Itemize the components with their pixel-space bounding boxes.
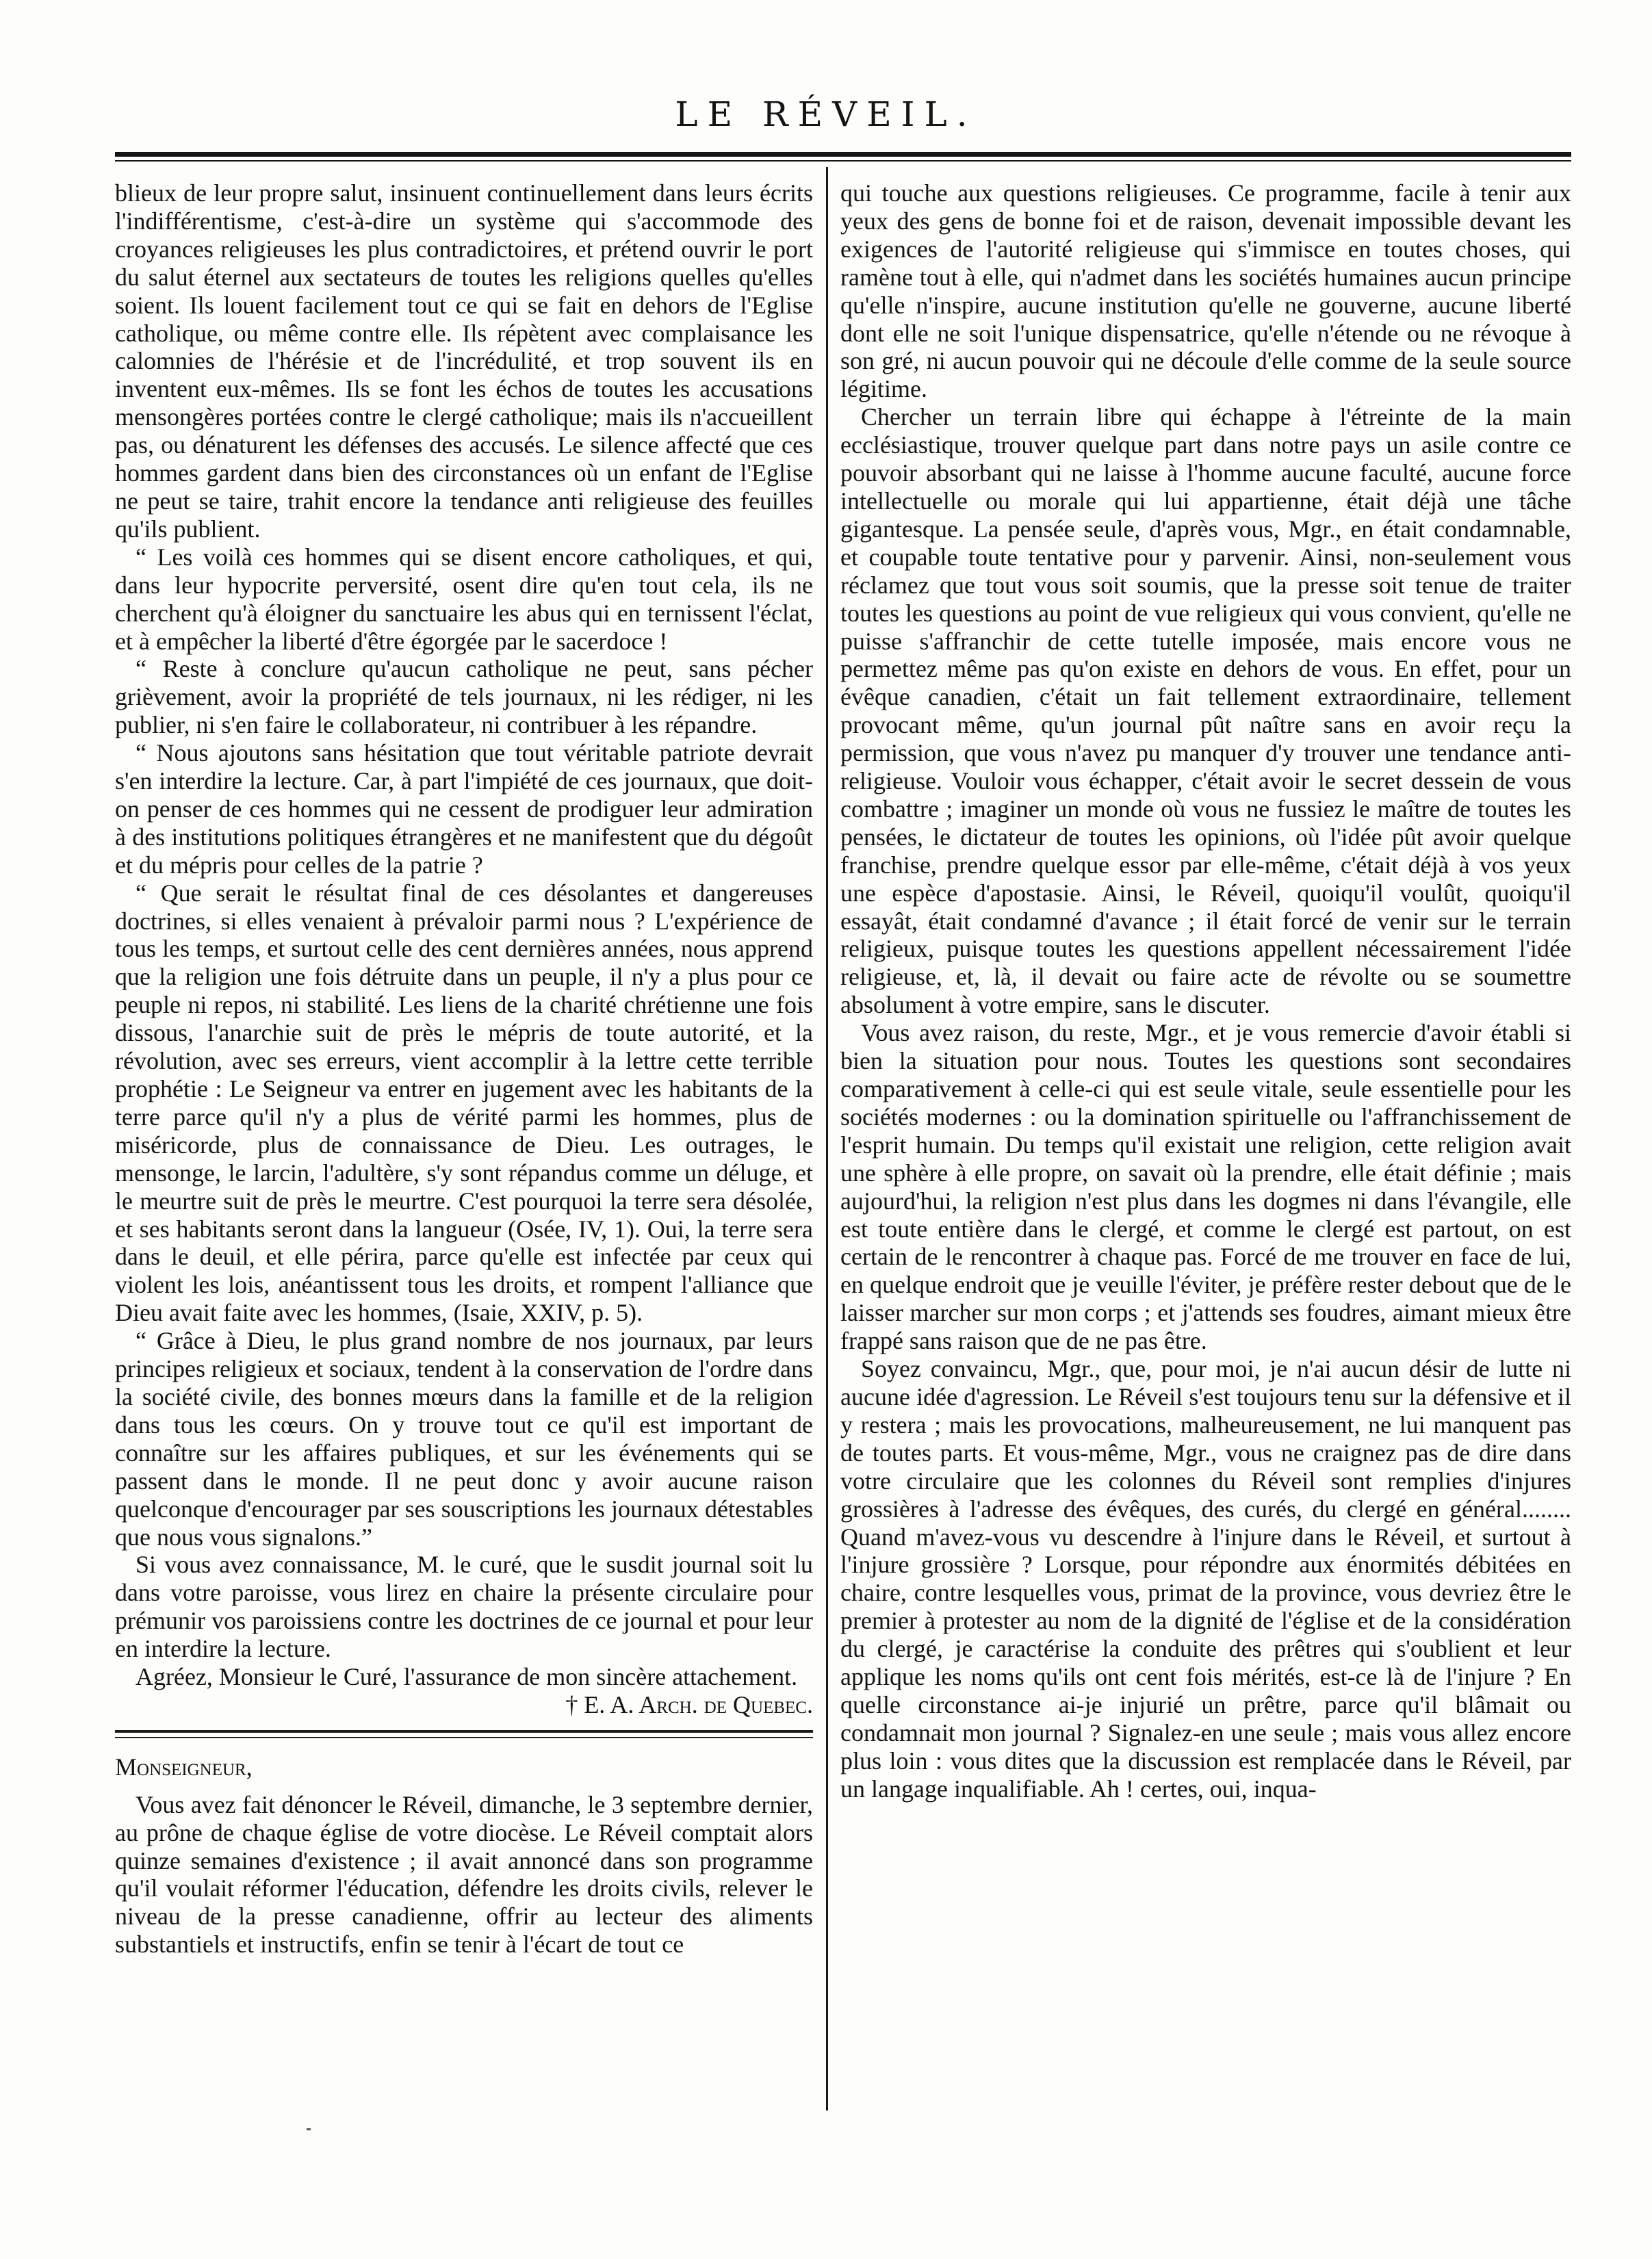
letter-greeting: Monseigneur, bbox=[115, 1753, 253, 1781]
section-rule-thin bbox=[115, 1737, 813, 1738]
left-paragraph-3: “ Reste à conclure qu'aucun catholique ne peut, sans pécher grièvement, avoir la propriété de tels journaux, ni les rédiger, ni les publier, ni s'en faire le collaborateur, ni contribuer à les répandre. bbox=[115, 655, 813, 739]
left-paragraph-1: blieux de leur propre salut, insinuent continuellement dans leurs écrits l'indifférentisme, c'est-à-dire un système qui s'accommode des croyances religieuses les plus contradictoires, et prétend ouvrir le port du salut éternel aux sectateurs de toutes les religions quelles qu'elles soient. Ils louent facilement tout ce qui se fait en dehors de l'Eglise catholique, ou même contre elle. Ils répètent avec complaisance les calomnies de l'hérésie et de l'incrédulité, et trop souvent ils en inventent eux-mêmes. Ils se font les échos de toutes les accusations mensongères portées contre le clergé catholique; mais ils n'accueillent pas, ou dénaturent les défenses des accusés. Le silence affecté que ces hommes gardent dans bien des circonstances où un enfant de l'Eglise ne peut se taire, trahit encore la tendance anti religieuse des feuilles qu'ils publient. bbox=[115, 179, 813, 543]
column-divider bbox=[826, 167, 828, 2110]
left-paragraph-7: Si vous avez connaissance, M. le curé, que le susdit journal soit lu dans votre paroisse, vous lirez en chaire la présente circulaire pour prémunir vos paroissiens contre les doctrines de ce journal et pour leur en interdire la lecture. bbox=[115, 1551, 813, 1663]
masthead-rule-thin bbox=[115, 160, 1571, 162]
right-paragraph-2: Chercher un terrain libre qui échappe à l'étreinte de la main ecclésiastique, trouver quelque part dans notre pays un asile contre ce pouvoir absorbant qui ne laisse à l'homme aucune faculté, aucune force intellectuelle ou morale qui lui appartienne, était déjà une tâche gigantesque. La pensée seule, d'après vous, Mgr., en était condamnable, et coupable toute tentative pour y parvenir. Ainsi, non-seulement vous réclamez que tout vous soit soumis, que la presse soit tenue de traiter toutes les questions au point de vue religieux qui vous convient, qu'elle ne puisse s'affranchir de cette tutelle imposée, mais encore vous ne permettez même pas qu'on existe en dehors de vous. En effet, pour un évêque canadien, c'était un fait tellement extraordinaire, tellement provocant même, qu'un journal pût naître sans en avoir reçu la permission, que vous n'avez pu manquer d'y trouver une tendance anti-religieuse. Vouloir vous échapper, c'était avoir le secret dessein de vous combattre ; imaginer un monde où vous ne fussiez le maître de toutes les pensées, le dictateur de toutes les opinions, où l'idée pût avoir quelque franchise, prendre quelque essor par elle-même, c'était déjà à vos yeux une espèce d'apostasie. Ainsi, le Réveil, quoiqu'il voulût, quoiqu'il essayât, était condamné d'avance ; il était forcé de venir sur le terrain religieux, puisque toutes les questions appellent nécessairement l'idée religieuse, et, là, il devait ou faire acte de révolte ou se soumettre absolument à votre empire, sans le discuter. bbox=[840, 403, 1571, 1019]
letter-paragraph-1: Vous avez fait dénoncer le Réveil, dimanche, le 3 septembre dernier, au prône de chaque église de votre diocèse. Le Réveil comptait alors quinze semaines d'existence ; il avait annoncé dans son programme qu'il voulait réformer l'éducation, défendre les droits civils, relever le niveau de la presse canadienne, offrir au lecteur des aliments substantiels et instructifs, enfin se tenir à l'écart de tout ce bbox=[115, 1790, 813, 1959]
right-column bbox=[840, 179, 1571, 1803]
signature-line bbox=[115, 1691, 813, 1719]
masthead-rule-thick bbox=[115, 152, 1571, 157]
ink-speck bbox=[307, 2128, 311, 2130]
left-paragraph-8: Agréez, Monsieur le Curé, l'assurance de mon sincère attachement. bbox=[135, 1663, 798, 1691]
left-paragraph-5: “ Que serait le résultat final de ces désolantes et dangereuses doctrines, si elles venaient à prévaloir parmi nous ? L'expérience de tous les temps, et surtout celle des cent dernières années, nous apprend que la religion une fois détruite dans un peuple, il n'y a plus pour ce peuple ni repos, ni stabilité. Les liens de la charité chrétienne une fois dissous, l'anarchie suit de près le mépris de toute autorité, et la révolution, avec ses erreurs, vient accomplir à la lettre cette terrible prophétie : Le Seigneur va entrer en jugement avec les habitants de la terre parce qu'il n'y a plus de vérité parmi les hommes, plus de miséricorde, plus de connaissance de Dieu. Les outrages, le mensonge, le larcin, l'adultère, s'y sont répandus comme un déluge, et le meurtre suit de près le meurtre. C'est pourquoi la terre sera désolée, et ses habitants seront dans la langueur (Osée, IV, 1). Oui, la terre sera dans le deuil, et elle périra, parce qu'elle est infectée par ceux qui violent les lois, anéantissent tous les droits, et rompent l'alliance que Dieu avait faite avec les hommes, (Isaie, XXIV, p. 5). bbox=[115, 879, 813, 1327]
left-paragraph-4: “ Nous ajoutons sans hésitation que tout véritable patriote devrait s'en interdire la lecture. Car, à part l'impiété de ces journaux, que doit-on penser de ces hommes qui ne cessent de prodiguer leur admiration à des institutions politiques étrangères et ne manifestent que du dégoût et du mépris pour celles de la patrie ? bbox=[115, 739, 813, 879]
right-paragraph-4: Soyez convaincu, Mgr., que, pour moi, je n'ai aucun désir de lutte ni aucune idée d'agression. Le Réveil s'est toujours tenu sur la défensive et il y restera ; mais les provocations, malheureusement, ne lui manquent pas de toutes parts. Et vous-même, Mgr., vous ne craignez pas de dire dans votre circulaire que les colonnes du Réveil sont remplies d'injures grossières à l'adresse des évêques, des curés, du clergé en général........ Quand m'avez-vous vu descendre à l'injure dans le Réveil, et surtout à l'injure grossière ? Lorsque, pour répondre aux énormités débitées en chaire, contre lesquelles vous, primat de la province, vous devriez être le premier à protester au nom de la dignité de l'église et de la considération du clergé, je caractérise la conduite des prêtres qui s'oublient et leur applique les noms qu'ils ont cent fois mérités, est-ce là de l'injure ? En quelle circonstance ai-je injurié un prêtre, parce qu'il blâmait ou condamnait mon journal ? Signalez-en une seule ; mais vous allez encore plus loin : vous dites que la discussion est remplacée dans le Réveil, par un langage inqualifiable. Ah ! certes, oui, inqua- bbox=[840, 1355, 1571, 1803]
left-paragraph-2: “ Les voilà ces hommes qui se disent encore catholiques, et qui, dans leur hypocrite perversité, osent dire qu'en tout cela, ils ne cherchent qu'à éloigner du sanctuaire les abus qui en ternissent l'éclat, et à empêcher la liberté d'être égorgée par le sacerdoce ! bbox=[115, 543, 813, 655]
right-paragraph-3: Vous avez raison, du reste, Mgr., et je vous remercie d'avoir établi si bien la situation pour nous. Toutes les questions sont secondaires comparativement à celle-ci qui est seule vitale, seule essentielle pour les sociétés modernes : ou la domination spirituelle ou l'affranchissement de l'esprit humain. Du temps qu'il existait une religion, cette religion avait une sphère à elle propre, on savait où la prendre, elle était définie ; mais aujourd'hui, la religion n'est plus dans les dogmes ni dans l'évangile, elle est toute entière dans le clergé, et comme le clergé est partout, on est certain de le rencontrer à chaque pas. Forcé de me trouver en face de lui, en quelque endroit que je veuille l'éviter, je préfère rester debout que de le laisser marcher sur mon corps ; et j'attends ses foudres, aimant mieux être frappé sans raison que de ne pas être. bbox=[840, 1019, 1571, 1355]
section-rule-thick bbox=[115, 1730, 813, 1733]
left-column bbox=[115, 179, 813, 1959]
signature: † E. A. Arch. de Quebec. bbox=[565, 1690, 813, 1718]
left-paragraph-6: “ Grâce à Dieu, le plus grand nombre de nos journaux, par leurs principes religieux et sociaux, tendent à la conservation de l'ordre dans la société civile, des bonnes mœurs dans la famille et de la religion dans tous les cœurs. On y trouve tout ce qu'il est important de connaître sur les affaires publiques, et sur les événements qui se passent dans le monde. Il ne peut donc y avoir aucune raison quelconque d'encourager par ses souscriptions les journaux détestables que nous vous signalons.” bbox=[115, 1327, 813, 1551]
masthead-title: LE RÉVEIL. bbox=[675, 94, 977, 134]
right-paragraph-1: qui touche aux questions religieuses. Ce programme, facile à tenir aux yeux des gens de bonne foi et de raison, devenait impossible devant les exigences de l'autorité religieuse qui s'immisce en toutes choses, qui ramène tout à elle, qui n'admet dans les sociétés humaines aucun principe qu'elle n'inspire, aucune institution qu'elle ne gouverne, aucune liberté dont elle ne soit l'unique dispensatrice, qu'elle n'étende ou ne révoque à son gré, ni aucun pouvoir qui ne découle d'elle comme de la seule source légitime. bbox=[840, 179, 1571, 403]
